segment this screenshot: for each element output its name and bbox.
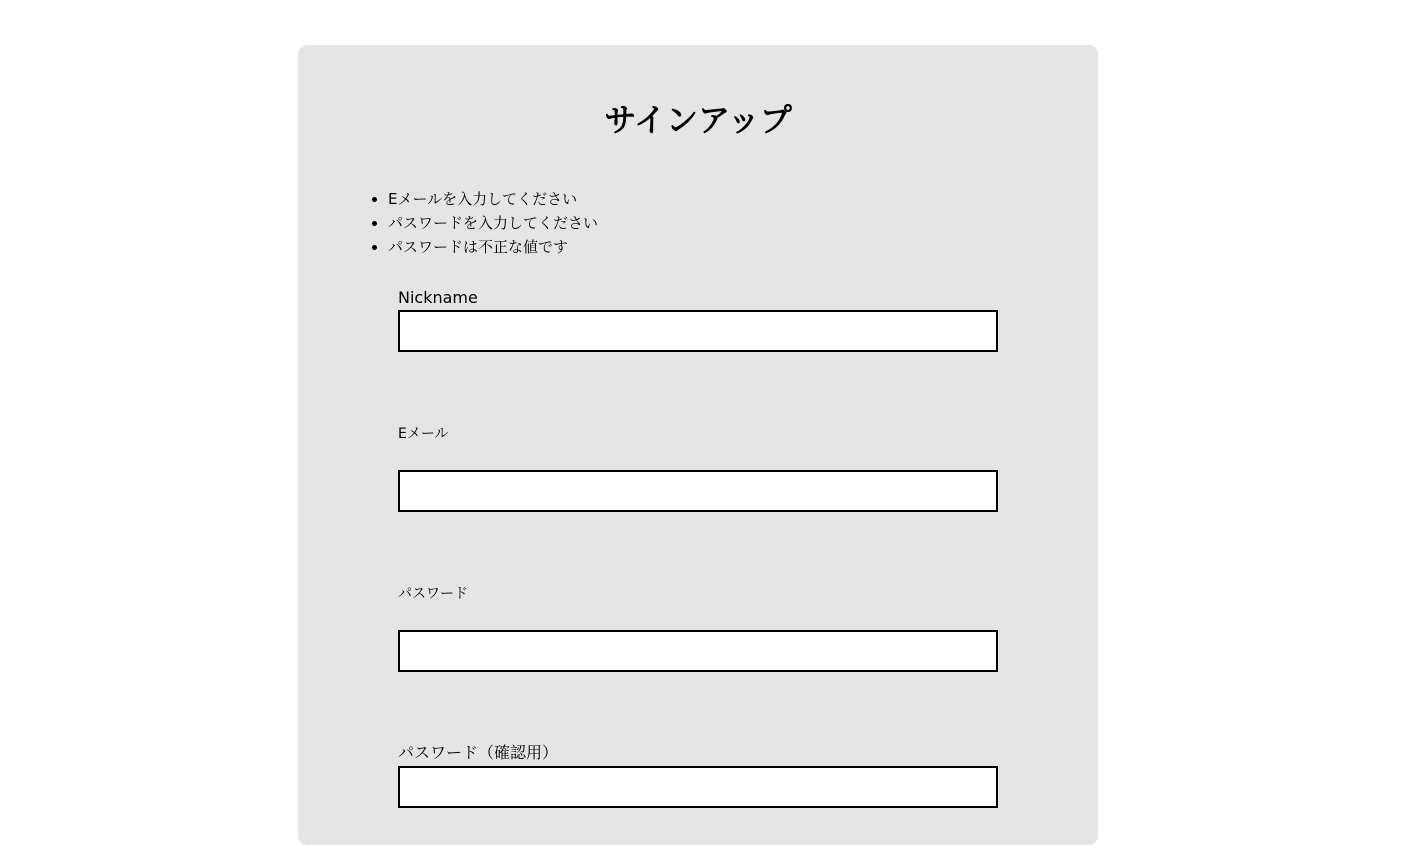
password-label: パスワード <box>398 586 468 602</box>
email-input[interactable] <box>398 470 998 512</box>
error-message: パスワードを入力してください <box>388 211 598 235</box>
signup-card <box>298 45 1098 845</box>
password-confirmation-label: パスワード（確認用） <box>398 743 559 762</box>
page-title: サインアップ <box>604 101 792 139</box>
nickname-label: Nickname <box>398 288 478 307</box>
error-list <box>388 187 598 259</box>
error-message: パスワードは不正な値です <box>388 235 598 259</box>
email-label: Eメール <box>398 426 449 442</box>
password-input[interactable] <box>398 630 998 672</box>
error-message: Eメールを入力してください <box>388 187 598 211</box>
nickname-input[interactable] <box>398 310 998 352</box>
password-confirmation-input[interactable] <box>398 766 998 808</box>
